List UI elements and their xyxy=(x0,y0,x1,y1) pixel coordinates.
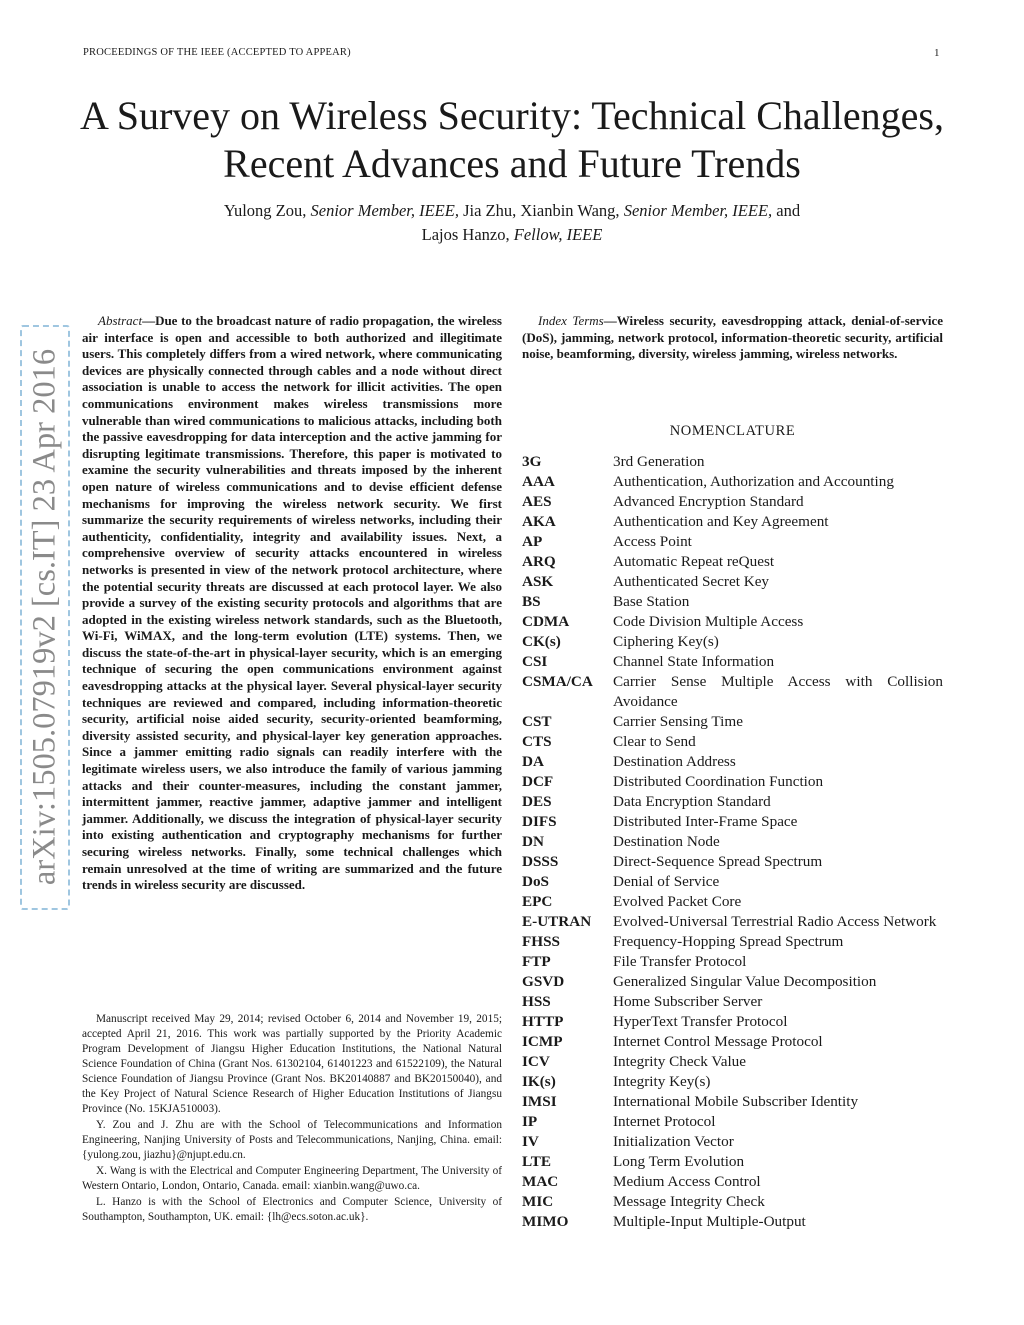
footnote-manuscript: Manuscript received May 29, 2014; revised October 6, 2014 and November 19, 2015; accepted April 21, 2016. This work was partially supported by the Priority Academic Program Development of Jiangsu Higher Education Institutions, the National Natural Science Foundation of China (Grant Nos. 61302104, 61401223 and 61522109), the Natural Science Foundation of Jiangsu Province (Grant Nos. BK20140887 and BK20150040), and the Key Project of Natural Science Research of Higher Education Institutions of Jiangsu Province (No. 15KJA510003). xyxy=(82,1013,502,1115)
nomenclature-definition: Multiple-Input Multiple-Output xyxy=(613,1213,806,1230)
nomenclature-definition: Clear to Send xyxy=(613,733,696,750)
author-name: Jia Zhu, Xianbin Wang, xyxy=(463,201,620,220)
nomenclature-definition: File Transfer Protocol xyxy=(613,953,747,970)
nomenclature-abbreviation: AAA xyxy=(522,473,555,490)
nomenclature-row xyxy=(522,752,943,772)
nomenclature-abbreviation: EPC xyxy=(522,893,553,910)
nomenclature-row xyxy=(522,1132,943,1152)
nomenclature-abbreviation: ARQ xyxy=(522,553,556,570)
nomenclature-abbreviation: DIFS xyxy=(522,813,557,830)
nomenclature-abbreviation: CDMA xyxy=(522,613,570,630)
author-conjunction: and xyxy=(776,201,801,220)
nomenclature-abbreviation: CSI xyxy=(522,653,548,670)
nomenclature-row xyxy=(522,892,943,912)
nomenclature-row xyxy=(522,472,943,492)
nomenclature-abbreviation: ICV xyxy=(522,1053,550,1070)
nomenclature-abbreviation: GSVD xyxy=(522,973,565,990)
nomenclature-definition: Advanced Encryption Standard xyxy=(613,493,804,510)
nomenclature-row xyxy=(522,1112,943,1132)
nomenclature-abbreviation: MIC xyxy=(522,1193,554,1210)
nomenclature-row xyxy=(522,452,943,472)
nomenclature-definition: Base Station xyxy=(613,593,690,610)
nomenclature-abbreviation: DA xyxy=(522,753,544,770)
nomenclature-abbreviation: IV xyxy=(522,1133,539,1150)
author-name: Yulong Zou, xyxy=(223,201,307,220)
nomenclature-definition: International Mobile Subscriber Identity xyxy=(613,1093,859,1110)
author-list xyxy=(100,199,924,247)
nomenclature-row xyxy=(522,512,943,532)
abstract xyxy=(82,313,502,894)
nomenclature-definition: Denial of Service xyxy=(613,873,720,890)
nomenclature-row xyxy=(522,632,943,652)
nomenclature-row xyxy=(522,592,943,612)
nomenclature-definition: Generalized Singular Value Decomposition xyxy=(613,973,877,990)
footnote-affiliation: X. Wang is with the Electrical and Computer Engineering Department, The University of Western Ontario, London, Ontario, Canada. email: xianbin.wang@uwo.ca. xyxy=(82,1165,502,1192)
running-head: PROCEEDINGS OF THE IEEE (ACCEPTED TO APPEAR) xyxy=(83,47,351,58)
nomenclature-row xyxy=(522,732,943,752)
nomenclature-definition: Distributed Coordination Function xyxy=(613,773,824,790)
nomenclature-row xyxy=(522,1032,943,1052)
nomenclature-row xyxy=(522,812,943,832)
nomenclature-row xyxy=(522,972,943,992)
nomenclature-row xyxy=(522,652,943,672)
nomenclature-abbreviation: FTP xyxy=(522,953,551,970)
nomenclature-definition: Internet Protocol xyxy=(613,1113,716,1130)
nomenclature-definition: Access Point xyxy=(613,533,692,550)
nomenclature-definition: Carrier Sensing Time xyxy=(613,713,743,730)
nomenclature-definition: Internet Control Message Protocol xyxy=(613,1033,823,1050)
nomenclature-abbreviation: DCF xyxy=(522,773,554,790)
left-column xyxy=(82,313,502,894)
nomenclature-definition: Initialization Vector xyxy=(613,1133,734,1150)
nomenclature-definition: Carrier Sense Multiple Access with Collision Avoidance xyxy=(613,673,943,710)
nomenclature-abbreviation: CK(s) xyxy=(522,633,561,650)
nomenclature-row xyxy=(522,992,943,1012)
nomenclature-row xyxy=(522,1152,943,1172)
nomenclature-row xyxy=(522,572,943,592)
nomenclature-row xyxy=(522,1192,943,1212)
nomenclature-definition: Ciphering Key(s) xyxy=(613,633,719,650)
nomenclature-row xyxy=(522,832,943,852)
nomenclature-row xyxy=(522,1092,943,1112)
nomenclature-row xyxy=(522,1052,943,1072)
paper-title: A Survey on Wireless Security: Technical Challenges, Recent Advances and Future Trends xyxy=(80,93,944,186)
index-terms xyxy=(522,313,943,363)
abstract-label: Abstract xyxy=(98,313,143,328)
nomenclature-definition: Direct-Sequence Spread Spectrum xyxy=(613,853,823,870)
nomenclature-row xyxy=(522,792,943,812)
footnote-affiliation: Y. Zou and J. Zhu are with the School of Telecommunications and Information Engineering, Nanjing University of Posts and Telecommunications, Nanjing, China. email: {yulong.zou, jiazhu}@njupt.edu.cn. xyxy=(82,1119,502,1161)
nomenclature-definition: Automatic Repeat reQuest xyxy=(613,553,775,570)
nomenclature-abbreviation: 3G xyxy=(522,453,542,470)
nomenclature-definition: HyperText Transfer Protocol xyxy=(613,1013,788,1030)
nomenclature-definition: 3rd Generation xyxy=(613,453,705,470)
nomenclature-row xyxy=(522,852,943,872)
index-terms-text: —Wireless security, eavesdropping attack, denial-of-service (DoS), jamming, network protocol, information-theoretic security, artificial noise, beamforming, diversity, wireless jamming, wireless networks. xyxy=(522,313,943,362)
nomenclature-definition: Destination Address xyxy=(613,753,736,770)
nomenclature-definition: Integrity Check Value xyxy=(613,1053,746,1070)
nomenclature-row xyxy=(522,1212,943,1232)
right-column xyxy=(522,313,943,363)
nomenclature-abbreviation: CST xyxy=(522,713,552,730)
nomenclature-abbreviation: ICMP xyxy=(522,1033,563,1050)
nomenclature-row xyxy=(522,1072,943,1092)
nomenclature-row xyxy=(522,932,943,952)
nomenclature-definition: Authentication and Key Agreement xyxy=(613,513,829,530)
nomenclature-abbreviation: ASK xyxy=(522,573,554,590)
author-membership: Senior Member, IEEE, xyxy=(623,201,773,220)
nomenclature-definition: Integrity Key(s) xyxy=(613,1073,711,1090)
nomenclature-definition: Long Term Evolution xyxy=(613,1153,745,1170)
nomenclature-row xyxy=(522,712,943,732)
nomenclature-definition: Authentication, Authorization and Accounting xyxy=(613,473,894,490)
nomenclature-abbreviation: AES xyxy=(522,493,552,510)
nomenclature-row xyxy=(522,552,943,572)
nomenclature-abbreviation: LTE xyxy=(522,1153,551,1170)
nomenclature-abbreviation: MAC xyxy=(522,1173,559,1190)
nomenclature-definition: Distributed Inter-Frame Space xyxy=(613,813,798,830)
nomenclature-abbreviation: IP xyxy=(522,1113,538,1130)
nomenclature-abbreviation: DoS xyxy=(522,873,550,890)
nomenclature-row xyxy=(522,492,943,512)
footnote-affiliation: L. Hanzo is with the School of Electronics and Computer Science, University of Southampton, Southampton, UK. email: {lh@ecs.soton.ac.uk}. xyxy=(82,1196,502,1223)
author-membership: Senior Member, IEEE, xyxy=(310,201,459,220)
nomenclature-definition: Frequency-Hopping Spread Spectrum xyxy=(613,933,844,950)
nomenclature-abbreviation: DSSS xyxy=(522,853,559,870)
footnotes xyxy=(82,1012,502,1226)
nomenclature-row xyxy=(522,612,943,632)
nomenclature-abbreviation: MIMO xyxy=(522,1213,569,1230)
nomenclature-row xyxy=(522,672,943,712)
nomenclature-abbreviation: CSMA/CA xyxy=(522,673,593,690)
nomenclature-definition: Home Subscriber Server xyxy=(613,993,763,1010)
nomenclature-list xyxy=(522,452,943,1232)
nomenclature-abbreviation: IK(s) xyxy=(522,1073,556,1090)
nomenclature-row xyxy=(522,952,943,972)
nomenclature-abbreviation: DES xyxy=(522,793,552,810)
nomenclature-row xyxy=(522,1172,943,1192)
index-terms-label: Index Terms xyxy=(538,313,604,328)
nomenclature-definition: Destination Node xyxy=(613,833,720,850)
nomenclature-definition: Channel State Information xyxy=(613,653,775,670)
nomenclature-definition: Message Integrity Check xyxy=(613,1193,765,1210)
nomenclature-abbreviation: HTTP xyxy=(522,1013,564,1030)
nomenclature-definition: Authenticated Secret Key xyxy=(613,573,770,590)
nomenclature-row xyxy=(522,532,943,552)
nomenclature-definition: Medium Access Control xyxy=(613,1173,761,1190)
nomenclature-abbreviation: BS xyxy=(522,593,541,610)
nomenclature-row xyxy=(522,872,943,892)
nomenclature-abbreviation: IMSI xyxy=(522,1093,557,1110)
author-name: Lajos Hanzo, xyxy=(421,225,510,244)
page-number: 1 xyxy=(934,47,940,59)
nomenclature-abbreviation: CTS xyxy=(522,733,552,750)
nomenclature-abbreviation: E-UTRAN xyxy=(522,913,592,930)
nomenclature-heading: NOMENCLATURE xyxy=(669,423,796,439)
nomenclature-definition: Data Encryption Standard xyxy=(613,793,771,810)
nomenclature-definition: Evolved-Universal Terrestrial Radio Access Network xyxy=(613,913,937,930)
nomenclature-abbreviation: DN xyxy=(522,833,544,850)
abstract-text: —Due to the broadcast nature of radio propagation, the wireless air interface is open and accessible to both authorized and illegitimate users. This completely differs from a wired network, where communicating devices are physically connected through cables and a node without direct association is unable to access the network for illicit activities. The open communications environment makes wireless transmissions more vulnerable than wired communications to malicious attacks, including both the passive eavesdropping for data interception and the active jamming for disrupting legitimate transmissions. Therefore, this paper is motivated to examine the security vulnerabilities and threats imposed by the inherent open nature of wireless communications and to devise efficient defense mechanisms for improving the wireless network security. We first summarize the security requirements of wireless networks, including their authenticity, confidentiality, integrity and availability issues. Next, a comprehensive overview of security attacks encountered in wireless networks is presented in view of the network protocol architecture, where the potential security threats are discussed at each protocol layer. We also provide a survey of the existing security protocols and algorithms that are adopted in the existing wireless network standards, such as the Bluetooth, Wi-Fi, WiMAX, and the long-term evolution (LTE) systems. Then, we discuss the state-of-the-art in physical-layer security, which is an emerging technique of securing the open communications environment against eavesdropping attacks at the physical layer. Several physical-layer security techniques are reviewed and compared, including information-theoretic security, artificial noise aided security, security-oriented beamforming, diversity assisted security, and physical-layer key generation approaches. Since a jammer emitting radio signals can readily interfere with the legitimate wireless users, we also introduce the family of various jamming attacks and their counter-measures, including the constant jammer, intermittent jammer, reactive jammer, adaptive jammer and intelligent jammer. Additionally, we discuss the integration of physical-layer security into existing authentication and cryptography mechanisms for further securing wireless networks. Finally, some technical challenges which remain unresolved at the time of writing are summarized and the future trends in wireless security are discussed. xyxy=(82,313,502,893)
nomenclature-row xyxy=(522,912,943,932)
nomenclature-row xyxy=(522,1012,943,1032)
arxiv-identifier[interactable]: arXiv:1505.07919v2 [cs.IT] 23 Apr 2016 xyxy=(26,348,63,886)
nomenclature-abbreviation: AP xyxy=(522,533,543,550)
nomenclature-abbreviation: AKA xyxy=(522,513,556,530)
nomenclature-abbreviation: FHSS xyxy=(522,933,560,950)
author-membership: Fellow, IEEE xyxy=(513,225,603,244)
nomenclature-definition: Evolved Packet Core xyxy=(613,893,742,910)
nomenclature-abbreviation: HSS xyxy=(522,993,551,1010)
nomenclature-definition: Code Division Multiple Access xyxy=(613,613,804,630)
nomenclature-row xyxy=(522,772,943,792)
